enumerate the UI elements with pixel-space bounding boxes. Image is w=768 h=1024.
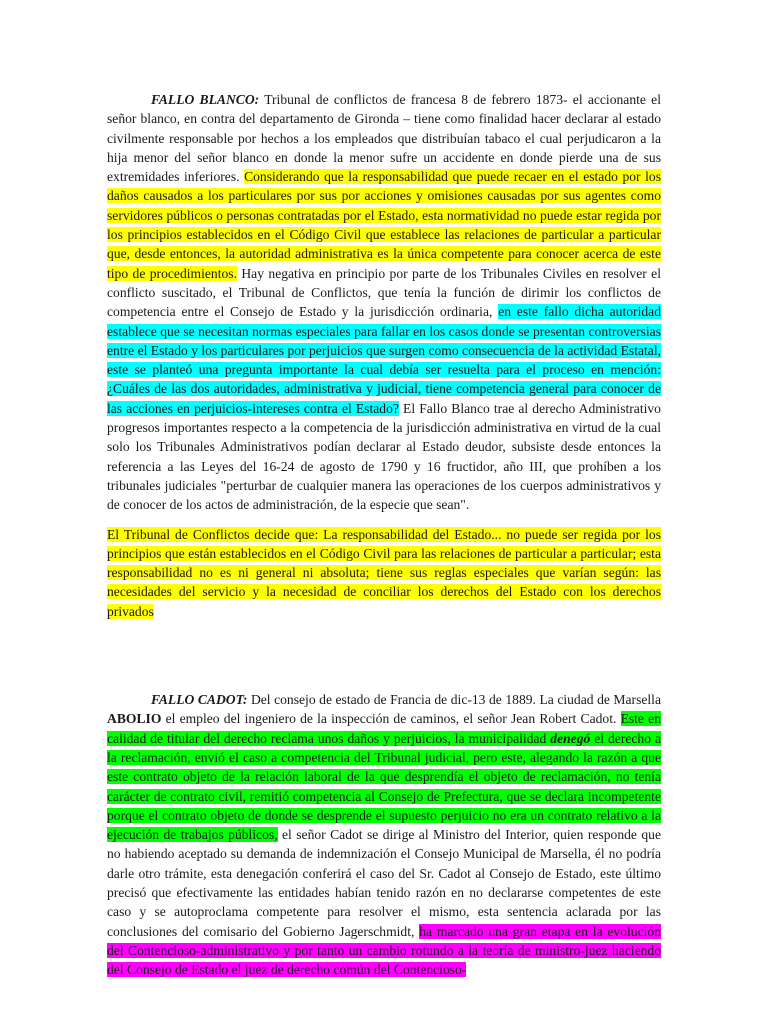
text-segment: el señor Cadot se dirige al Ministro del Interior, quien responde que no habiendo aceptado su demanda de indemnización el Consejo Municipal de Marsella, él no podría darle otro trámite, esta denegación conferirá el caso del Sr. Cadot al Consejo de Estado, este último precisó que efectivamente las entidades habían tenido razón en no declararse competentes de este caso y se autoproclama competente para resolver el mismo, esta sentencia aclarada por las conclusiones del comisario del Gobierno Jagerschmidt,: [107, 827, 661, 939]
bold-abolio: ABOLIO: [107, 711, 162, 727]
text-segment: El Fallo Blanco trae al derecho Administrativo progresos importantes respecto a la competencia de la jurisdicción administrativa en virtud de la cual solo los Tribunales Administrativos podían declarar al Estado deudor, subsiste desde entonces la referencia a las Leyes del 16-24 de agosto de 1790 y 16 fructidor, año III, que prohíben a los tribunales judiciales "perturbar de cualquier manera las operaciones de los cuerpos administrativos y de conocer de los actos de administración, de la especie que sean".: [107, 400, 661, 513]
highlight-cyan: en este fallo dicha autoridad establece que se necesitan normas especiales para fallar en los casos donde se presentan controversias entre el Estado y los particulares por perjuicios que surgen como consecuencia de la actividad Estatal, este se planteó una pregunta importante la cual debía ser resuelta para el proceso en mención: ¿Cuáles de las dos autoridades, administrativa y judicial, tiene competencia general para conocer de las acciones en perjuicios-intereses contra el Estado?: [107, 304, 661, 416]
highlight-magenta: ha marcado una gran etapa en la evolución del Contencioso-administrativo y por tanto un cambio rotundo a la teoría de ministro-juez haciendo del Consejo de Estado el juez de derecho común del Contencioso-: [107, 923, 661, 978]
highlight-green: [107, 711, 661, 842]
heading-fallo-blanco: FALLO BLANCO:: [151, 92, 260, 107]
text-segment: el empleo del ingeniero de la inspección de caminos, el señor Jean Robert Cadot.: [161, 711, 621, 727]
paragraph-tribunal-decide: [107, 525, 661, 621]
text-segment: Del consejo de estado de Francia de dic-13 de 1889. La ciudad de Marsella: [247, 692, 661, 708]
heading-fallo-cadot: FALLO CADOT:: [151, 692, 248, 708]
text-segment: Este en calidad de titular del derecho reclama unos daños y perjuicios, la municipalidad: [107, 711, 661, 746]
text-segment: Tribunal de conflictos de francesa 8 de febrero 1873- el accionante el señor blanco, en contra del departamento de Gironda – tiene como finalidad hacer declarar al estado civilmente responsable por hechos a los empleados que distribuían tabaco el cual perjudicaron a la hija menor del señor blanco en donde la menor sufre un accidente en donde pierde una de sus extremidades inferiores.: [107, 92, 661, 185]
highlight-yellow: El Tribunal de Conflictos decide que: La responsabilidad del Estado... no puede ser regida por los principios que están establecidos en el Código Civil para las relaciones de particular a particular; esta responsabilidad no es ni general ni absoluta; tiene sus reglas especiales que varían según: las necesidades del servicio y la necesidad de conciliar los derechos del Estado con los derechos privados: [107, 526, 661, 619]
paragraph-fallo-cadot: [107, 690, 661, 979]
text-segment: Hay negativa en principio por parte de los Tribunales Civiles en resolver el conflicto suscitado, el Tribunal de Conflictos, que tenía la función de dirimir los conflictos de competencia entre el Consejo de Estado y la jurisdicción ordinaria,: [107, 265, 661, 320]
highlight-yellow: Considerando que la responsabilidad que puede recaer en el estado por los daños causados a los particulares por sus por acciones y omisiones causadas por sus agentes como servidores públicos o personas contratadas por el Estado, esta normatividad no puede estar regida por los principios establecidos en el Código Civil que establece las relaciones de particular a particular que, desde entonces, la autoridad administrativa es la única competente para conocer acerca de este tipo de procedimientos.: [107, 169, 662, 281]
text-segment: el derecho a la reclamación, envió el caso a competencia del Tribunal judicial, pero este, alegando la razón a que este contrato objeto de la relación laboral de la que desprendía el objeto de reclamación, no tenía carácter de contrato civil, remitió competencia al Consejo de Prefectura, que se declara incompetente porque el contrato objeto de donde se desprende el supuesto perjuicio no era un contrato relativo a la ejecución de trabajos públicos,: [107, 730, 662, 843]
paragraph-fallo-blanco: [107, 90, 661, 515]
emphasis-denego: denegó: [550, 730, 591, 746]
